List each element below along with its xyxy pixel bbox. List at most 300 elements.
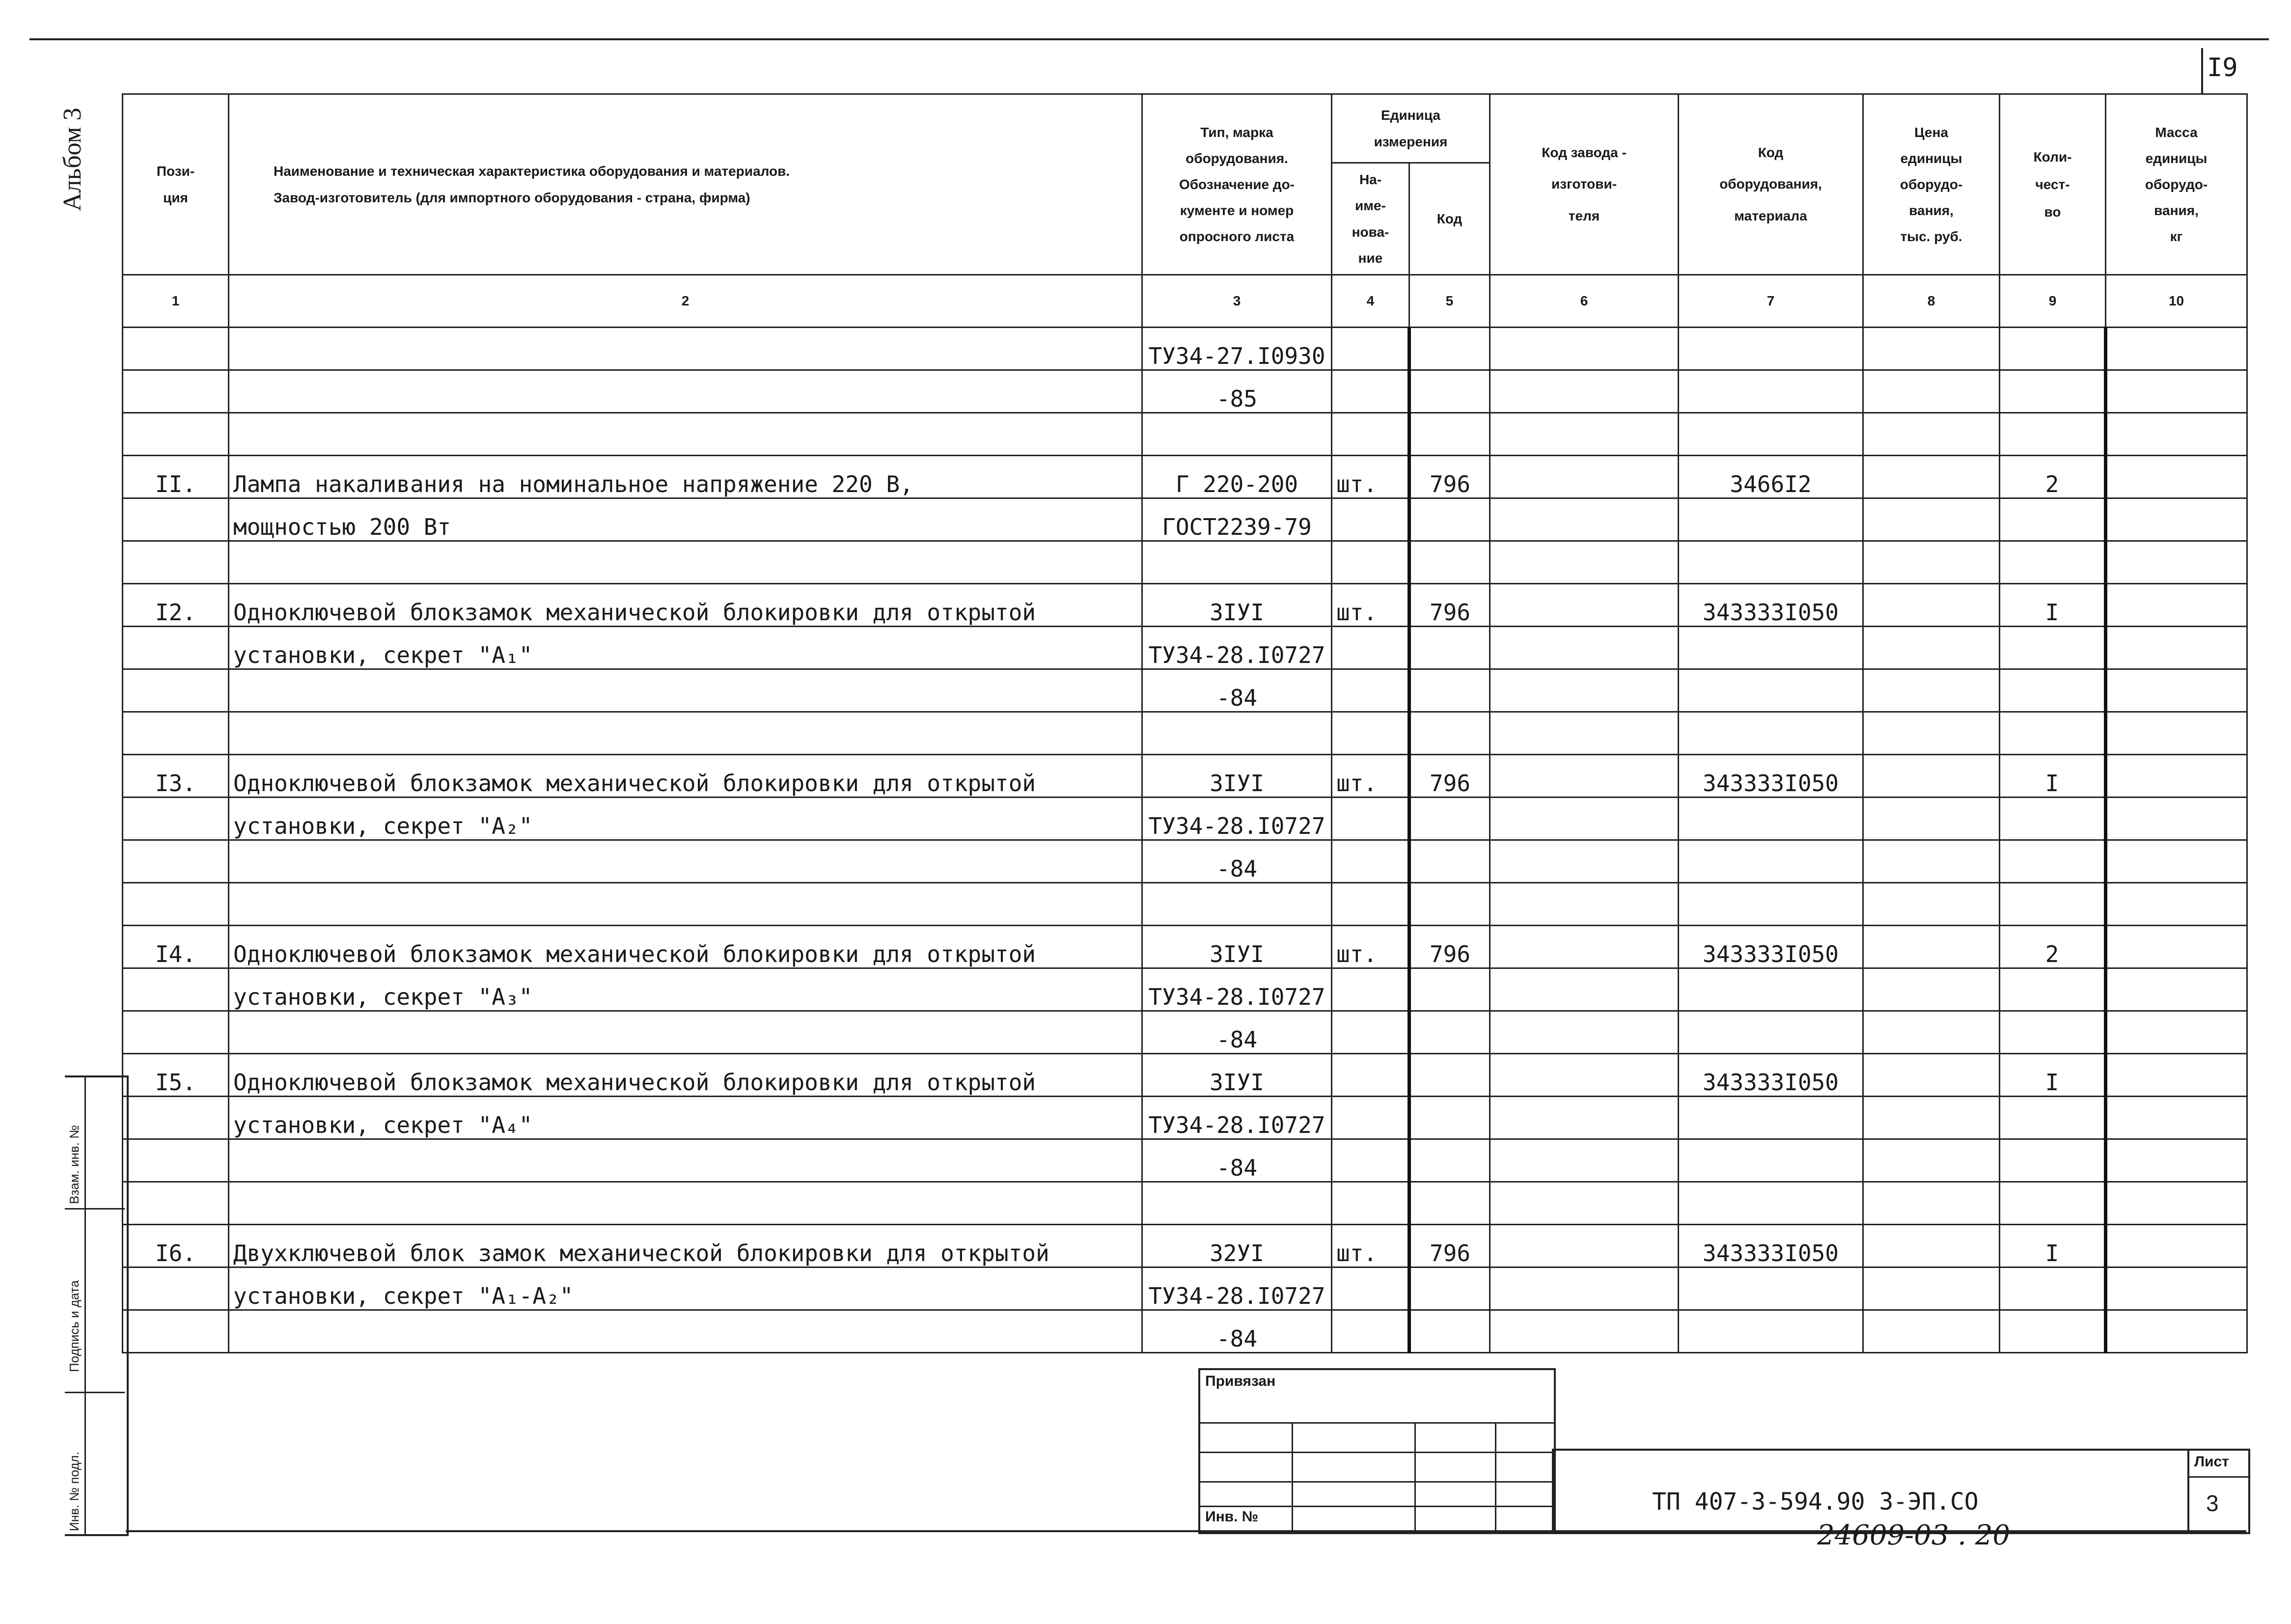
table-cell-code [1409, 798, 1490, 840]
table-row [123, 1310, 2247, 1353]
table-cell-qty [2000, 883, 2106, 926]
table-cell-item [1679, 1310, 1863, 1353]
sheet-divider [2189, 1476, 2250, 1478]
table-cell-unit: шт. [1332, 456, 1409, 498]
table-cell-qty [2000, 712, 2106, 755]
table-cell-qty [2000, 1097, 2106, 1139]
table-cell-name [229, 712, 1142, 755]
table-cell-name [229, 1310, 1142, 1353]
column-number: 5 [1409, 275, 1490, 328]
table-cell-code [1409, 498, 1490, 541]
table-cell-type: -84 [1142, 1139, 1332, 1182]
table-cell-item [1679, 498, 1863, 541]
sheet-cell [2187, 1451, 2250, 1532]
table-cell-code [1409, 541, 1490, 584]
page-number: I9 [2207, 53, 2238, 83]
table-cell-mfr [1490, 456, 1679, 498]
table-cell-price [1863, 328, 2000, 370]
header-quantity: Коли- чест- во [2000, 94, 2106, 275]
table-cell-type: 3IУI [1142, 755, 1332, 798]
table-row [123, 926, 2247, 968]
table-cell-item [1679, 968, 1863, 1011]
table-cell-name: Лампа накаливания на номинальное напряжение 220 В, [229, 456, 1142, 498]
table-cell-name: установки, секрет "А₁" [229, 627, 1142, 669]
column-number: 4 [1332, 275, 1409, 328]
table-cell-name [229, 413, 1142, 456]
table-cell-type: -84 [1142, 1011, 1332, 1054]
table-cell-qty: I [2000, 584, 2106, 627]
header-name: Наименование и техническая характеристика оборудования и материалов. Завод-изготовитель (для импортного оборудования - страна, фирма) [229, 94, 1142, 275]
table-cell-price [1863, 883, 2000, 926]
table-cell-price [1863, 712, 2000, 755]
table-cell-mass [2106, 840, 2247, 883]
header-unit-price: Цена единицы оборудо- вания, тыс. руб. [1863, 94, 2000, 275]
table-cell-item [1679, 1267, 1863, 1310]
table-cell-name: Одноключевой блокзамок механической блокировки для открытой [229, 926, 1142, 968]
table-cell-type: ТУ34-28.I0727 [1142, 798, 1332, 840]
table-cell-code [1409, 669, 1490, 712]
table-cell-type: 32УI [1142, 1225, 1332, 1267]
table-cell-code [1409, 1182, 1490, 1225]
table-cell-pos: I4. [123, 926, 229, 968]
header-unit: Единица измерения [1332, 94, 1490, 163]
table-cell-mfr [1490, 1054, 1679, 1097]
table-cell-code [1409, 1054, 1490, 1097]
table-cell-price [1863, 840, 2000, 883]
column-number: 7 [1679, 275, 1863, 328]
table-cell-qty [2000, 840, 2106, 883]
table-cell-type [1142, 1182, 1332, 1225]
table-cell-pos [123, 798, 229, 840]
table-cell-mfr [1490, 328, 1679, 370]
table-cell-mass [2106, 1225, 2247, 1267]
table-cell-price [1863, 755, 2000, 798]
table-cell-price [1863, 1054, 2000, 1097]
table-cell-item [1679, 413, 1863, 456]
table-cell-mass [2106, 328, 2247, 370]
table-cell-mass [2106, 883, 2247, 926]
table-cell-code: 796 [1409, 456, 1490, 498]
table-cell-price [1863, 627, 2000, 669]
table-cell-mass [2106, 1310, 2247, 1353]
stamp-line [1200, 1422, 1554, 1424]
table-cell-price [1863, 584, 2000, 627]
header-manufacturer-code: Код завода - изготови- теля [1490, 94, 1679, 275]
table-cell-name [229, 1182, 1142, 1225]
side-stamp-label: Подпись и дата [67, 1280, 82, 1372]
table-cell-type: -84 [1142, 840, 1332, 883]
table-cell-item [1679, 328, 1863, 370]
table-cell-qty: I [2000, 1225, 2106, 1267]
header-unit-code: Код [1409, 163, 1490, 275]
table-cell-qty [2000, 1267, 2106, 1310]
header-position: Пози- ция [123, 94, 229, 275]
table-cell-name [229, 541, 1142, 584]
album-label: Альбом 3 [58, 108, 86, 211]
table-cell-pos [123, 627, 229, 669]
table-cell-mfr [1490, 1267, 1679, 1310]
table-cell-mfr [1490, 627, 1679, 669]
table-cell-price [1863, 1097, 2000, 1139]
stamp-divider [1414, 1422, 1416, 1532]
header-unit-mass: Масса единицы оборудо- вания, кг [2106, 94, 2247, 275]
table-cell-mfr [1490, 413, 1679, 456]
table-cell-name [229, 1011, 1142, 1054]
table-cell-mfr [1490, 541, 1679, 584]
table-cell-qty [2000, 498, 2106, 541]
table-cell-unit [1332, 1097, 1409, 1139]
table-cell-price [1863, 1011, 2000, 1054]
table-cell-code [1409, 1267, 1490, 1310]
table-row [123, 1267, 2247, 1310]
side-stamp-label: Взам. инв. № [67, 1125, 82, 1204]
table-row [123, 541, 2247, 584]
table-cell-unit [1332, 413, 1409, 456]
table-cell-mfr [1490, 370, 1679, 413]
table-cell-qty [2000, 1011, 2106, 1054]
column-number: 2 [229, 275, 1142, 328]
table-row [123, 456, 2247, 498]
table-cell-type: ТУ34-28.I0727 [1142, 627, 1332, 669]
table-row [123, 370, 2247, 413]
table-cell-item: 343333I050 [1679, 926, 1863, 968]
table-cell-item [1679, 798, 1863, 840]
table-cell-price [1863, 669, 2000, 712]
table-cell-mass [2106, 1267, 2247, 1310]
table-cell-unit [1332, 798, 1409, 840]
table-cell-code [1409, 1011, 1490, 1054]
table-cell-unit [1332, 328, 1409, 370]
column-number: 1 [123, 275, 229, 328]
table-cell-unit: шт. [1332, 1225, 1409, 1267]
table-cell-mfr [1490, 883, 1679, 926]
table-cell-type: ГОСТ2239-79 [1142, 498, 1332, 541]
table-cell-name: Двухключевой блок замок механической блокировки для открытой [229, 1225, 1142, 1267]
table-cell-type: ТУ34-28.I0727 [1142, 1267, 1332, 1310]
table-cell-code: 796 [1409, 755, 1490, 798]
table-cell-mass [2106, 968, 2247, 1011]
table-cell-code: 796 [1409, 584, 1490, 627]
table-cell-name: мощностью 200 Вт [229, 498, 1142, 541]
table-cell-item [1679, 712, 1863, 755]
header-item-code: Код оборудования, материала [1679, 94, 1863, 275]
table-cell-price [1863, 541, 2000, 584]
table-cell-qty [2000, 669, 2106, 712]
column-number: 9 [2000, 275, 2106, 328]
table-cell-mfr [1490, 755, 1679, 798]
table-cell-code: 796 [1409, 1225, 1490, 1267]
table-cell-code [1409, 712, 1490, 755]
table-cell-pos: I2. [123, 584, 229, 627]
table-cell-item: 343333I050 [1679, 1054, 1863, 1097]
table-cell-pos [123, 1139, 229, 1182]
table-cell-unit [1332, 1182, 1409, 1225]
table-cell-name: Одноключевой блокзамок механической блокировки для открытой [229, 1054, 1142, 1097]
table-cell-unit [1332, 669, 1409, 712]
table-cell-qty [2000, 413, 2106, 456]
table-cell-mfr [1490, 669, 1679, 712]
table-cell-price [1863, 413, 2000, 456]
table-cell-item [1679, 627, 1863, 669]
table-cell-type [1142, 883, 1332, 926]
table-cell-mfr [1490, 798, 1679, 840]
table-cell-item [1679, 370, 1863, 413]
table-cell-name: установки, секрет "А₃" [229, 968, 1142, 1011]
table-cell-mfr [1490, 1011, 1679, 1054]
table-cell-qty: I [2000, 755, 2106, 798]
table-cell-mfr [1490, 1225, 1679, 1267]
table-row [123, 798, 2247, 840]
table-cell-pos [123, 669, 229, 712]
table-cell-price [1863, 1182, 2000, 1225]
table-cell-mass [2106, 669, 2247, 712]
table-cell-mass [2106, 498, 2247, 541]
table-row [123, 1097, 2247, 1139]
table-cell-item [1679, 1139, 1863, 1182]
table-cell-type: ТУ34-28.I0727 [1142, 968, 1332, 1011]
table-cell-unit: шт. [1332, 926, 1409, 968]
specification-table [122, 93, 2248, 1353]
table-cell-pos [123, 1097, 229, 1139]
table-cell-price [1863, 498, 2000, 541]
side-approval-stamp [65, 1075, 129, 1536]
table-cell-code [1409, 840, 1490, 883]
table-cell-pos [123, 328, 229, 370]
table-cell-mass [2106, 370, 2247, 413]
table-cell-qty [2000, 798, 2106, 840]
table-cell-pos [123, 712, 229, 755]
header-type: Тип, марка оборудования. Обозначение до- кументе и номер опросного листа [1142, 94, 1332, 275]
table-cell-name: Одноключевой блокзамок механической блокировки для открытой [229, 755, 1142, 798]
table-cell-unit [1332, 1267, 1409, 1310]
table-cell-item [1679, 1097, 1863, 1139]
table-cell-code [1409, 1097, 1490, 1139]
table-cell-mfr [1490, 968, 1679, 1011]
table-cell-unit [1332, 1139, 1409, 1182]
table-row [123, 1139, 2247, 1182]
table-cell-mass [2106, 926, 2247, 968]
table-cell-code [1409, 627, 1490, 669]
table-cell-type: -84 [1142, 1310, 1332, 1353]
table-cell-mfr [1490, 1310, 1679, 1353]
table-row [123, 498, 2247, 541]
table-cell-type: -84 [1142, 669, 1332, 712]
stamp-line [1200, 1452, 1554, 1453]
table-row [123, 1011, 2247, 1054]
table-cell-item [1679, 669, 1863, 712]
table-cell-name [229, 370, 1142, 413]
document-code: ТП 407-3-594.90 3-ЭП.СО [1652, 1488, 1979, 1515]
table-cell-mfr [1490, 498, 1679, 541]
table-cell-type: -85 [1142, 370, 1332, 413]
table-cell-type [1142, 413, 1332, 456]
table-cell-mass [2106, 584, 2247, 627]
attached-label: Привязан [1205, 1373, 1276, 1389]
table-cell-qty: I [2000, 1054, 2106, 1097]
table-cell-unit [1332, 541, 1409, 584]
table-cell-item [1679, 883, 1863, 926]
table-cell-name [229, 883, 1142, 926]
table-cell-code [1409, 328, 1490, 370]
table-row [123, 883, 2247, 926]
table-cell-type [1142, 541, 1332, 584]
stamp-divider [1292, 1422, 1293, 1532]
table-row [123, 328, 2247, 370]
table-cell-code [1409, 1310, 1490, 1353]
table-cell-pos [123, 1267, 229, 1310]
table-cell-qty [2000, 328, 2106, 370]
sheet-label: Лист [2194, 1454, 2229, 1470]
column-number: 6 [1490, 275, 1679, 328]
table-cell-mfr [1490, 1139, 1679, 1182]
table-cell-unit [1332, 1054, 1409, 1097]
table-cell-pos: II. [123, 456, 229, 498]
column-number: 10 [2106, 275, 2247, 328]
header-unit-name: На- име- нова- ние [1332, 163, 1409, 275]
table-row [123, 968, 2247, 1011]
table-cell-name [229, 1139, 1142, 1182]
table-cell-type: 3IУI [1142, 1054, 1332, 1097]
table-cell-qty [2000, 541, 2106, 584]
table-cell-unit [1332, 1011, 1409, 1054]
stamp-divider [1495, 1422, 1496, 1532]
table-cell-pos [123, 883, 229, 926]
table-cell-mass [2106, 798, 2247, 840]
table-cell-pos [123, 1011, 229, 1054]
table-cell-type: 3IУI [1142, 926, 1332, 968]
table-cell-price [1863, 456, 2000, 498]
table-cell-mass [2106, 712, 2247, 755]
table-cell-name: Одноключевой блокзамок механической блокировки для открытой [229, 584, 1142, 627]
table-cell-mfr [1490, 926, 1679, 968]
table-cell-pos [123, 498, 229, 541]
table-cell-item: 3466I2 [1679, 456, 1863, 498]
table-cell-mfr [1490, 1182, 1679, 1225]
table-cell-pos [123, 413, 229, 456]
table-cell-code [1409, 370, 1490, 413]
table-cell-price [1863, 968, 2000, 1011]
table-cell-name: установки, секрет "А₄" [229, 1097, 1142, 1139]
sheet-number: 3 [2206, 1490, 2219, 1516]
table-cell-mass [2106, 1182, 2247, 1225]
table-cell-code: 796 [1409, 926, 1490, 968]
table-cell-unit: шт. [1332, 755, 1409, 798]
table-cell-price [1863, 1267, 2000, 1310]
table-cell-pos: I3. [123, 755, 229, 798]
top-rule [29, 38, 2269, 40]
table-row [123, 627, 2247, 669]
table-cell-type: ТУ34-27.I0930 [1142, 328, 1332, 370]
table-cell-code [1409, 413, 1490, 456]
table-cell-pos [123, 840, 229, 883]
table-cell-name [229, 669, 1142, 712]
page-number-divider [2201, 48, 2203, 93]
table-cell-price [1863, 1225, 2000, 1267]
table-cell-qty [2000, 627, 2106, 669]
table-cell-type [1142, 712, 1332, 755]
table-cell-unit [1332, 1310, 1409, 1353]
table-cell-price [1863, 926, 2000, 968]
table-cell-item [1679, 541, 1863, 584]
table-row [123, 413, 2247, 456]
table-cell-qty [2000, 1182, 2106, 1225]
table-cell-code [1409, 1139, 1490, 1182]
table-cell-unit [1332, 712, 1409, 755]
table-cell-pos: I6. [123, 1225, 229, 1267]
table-cell-unit [1332, 883, 1409, 926]
table-row [123, 1182, 2247, 1225]
table-cell-code [1409, 968, 1490, 1011]
table-cell-pos [123, 968, 229, 1011]
table-cell-item: 343333I050 [1679, 584, 1863, 627]
table-row [123, 1225, 2247, 1267]
handwritten-stamp: 24609-03 . 20 [1817, 1519, 2010, 1551]
table-cell-item: 343333I050 [1679, 1225, 1863, 1267]
table-cell-unit [1332, 968, 1409, 1011]
table-cell-mfr [1490, 840, 1679, 883]
table-cell-code [1409, 883, 1490, 926]
table-cell-qty [2000, 370, 2106, 413]
table-cell-item [1679, 840, 1863, 883]
table-cell-pos [123, 370, 229, 413]
table-cell-mass [2106, 1139, 2247, 1182]
table-cell-mass [2106, 1054, 2247, 1097]
table-cell-pos [123, 1182, 229, 1225]
table-cell-price [1863, 370, 2000, 413]
table-cell-qty [2000, 1139, 2106, 1182]
table-cell-item [1679, 1011, 1863, 1054]
table-cell-qty: 2 [2000, 926, 2106, 968]
table-cell-mfr [1490, 1097, 1679, 1139]
table-row [123, 669, 2247, 712]
table-row [123, 840, 2247, 883]
table-cell-mass [2106, 627, 2247, 669]
table-cell-mass [2106, 413, 2247, 456]
column-number: 8 [1863, 275, 2000, 328]
side-stamp-label: Инв. № подл. [67, 1452, 82, 1531]
table-cell-type: Г 220-200 [1142, 456, 1332, 498]
column-number-row [123, 275, 2247, 328]
table-cell-pos [123, 1310, 229, 1353]
table-cell-name [229, 840, 1142, 883]
table-cell-item [1679, 1182, 1863, 1225]
stamp-line [1200, 1481, 1554, 1483]
table-cell-name: установки, секрет "А₂" [229, 798, 1142, 840]
table-cell-mass [2106, 1097, 2247, 1139]
table-row [123, 584, 2247, 627]
table-cell-mass [2106, 456, 2247, 498]
table-cell-mass [2106, 541, 2247, 584]
table-cell-name: установки, секрет "А₁-А₂" [229, 1267, 1142, 1310]
table-cell-mass [2106, 755, 2247, 798]
column-number: 3 [1142, 275, 1332, 328]
table-cell-pos [123, 541, 229, 584]
table-cell-price [1863, 1310, 2000, 1353]
table-cell-mass [2106, 1011, 2247, 1054]
table-cell-unit [1332, 840, 1409, 883]
table-cell-qty [2000, 968, 2106, 1011]
table-row [123, 1054, 2247, 1097]
table-cell-unit [1332, 370, 1409, 413]
table-cell-price [1863, 1139, 2000, 1182]
table-cell-type: ТУ34-28.I0727 [1142, 1097, 1332, 1139]
table-cell-mfr [1490, 712, 1679, 755]
table-cell-item: 343333I050 [1679, 755, 1863, 798]
table-cell-type: 3IУI [1142, 584, 1332, 627]
attachment-stamp [1198, 1368, 1556, 1534]
table-cell-name [229, 328, 1142, 370]
table-cell-unit: шт. [1332, 584, 1409, 627]
